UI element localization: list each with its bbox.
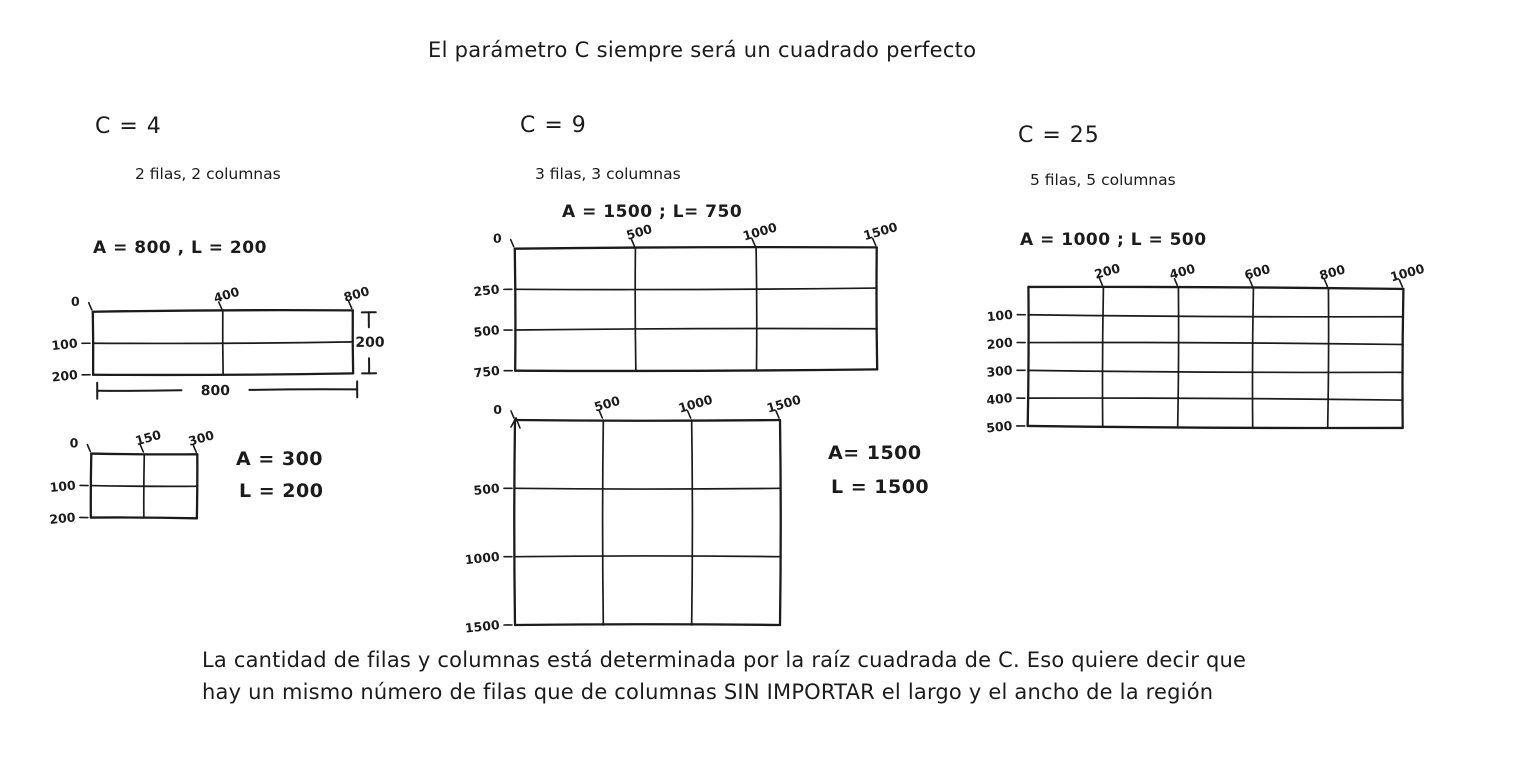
grid-line [1399,280,1402,287]
grid-line [688,411,691,418]
grid-line [515,624,780,625]
grid-line [93,342,353,344]
dimension-width-label: 800 [200,383,231,400]
y-tick-label: 250 [472,281,501,300]
x-tick-label: 0 [493,402,502,417]
section-c9-params: A = 1500 ; L= 750 [562,202,743,222]
grid-line [873,238,876,245]
grid-line [1028,315,1403,318]
y-tick-label: 400 [985,390,1014,408]
x-tick-label: 500 [624,221,654,243]
grid-line [776,411,779,418]
grid-line [515,369,877,371]
grid-line [515,328,877,330]
grid-line [1324,280,1327,287]
grid-line [223,311,224,374]
grid-line [97,390,181,391]
grid-line [635,248,636,370]
y-tick-label: 100 [986,306,1014,325]
y-tick-label: 500 [472,322,501,340]
grid-line [353,310,354,373]
grid-line [1328,289,1329,428]
grid-line [1099,278,1102,285]
x-tick-label: 400 [211,283,242,306]
section-c25-heading: C = 25 [1018,123,1100,148]
y-tick-label: 100 [48,477,77,495]
grid-line [1028,342,1403,345]
section-c9-heading: C = 9 [520,113,587,138]
x-tick-label: 300 [186,427,216,449]
grid-line [1028,397,1403,400]
section-c9-subheading: 3 filas, 3 columnas [535,165,681,183]
section-c25-subheading: 5 filas, 5 columnas [1030,171,1176,189]
grid-line [349,301,352,308]
x-tick-label: 0 [492,230,502,246]
grid-line [91,486,197,487]
y-tick-label: 500 [985,417,1013,436]
x-tick-label: 500 [592,392,622,415]
grid-line [87,445,90,452]
grid-line [515,488,780,489]
page-title: El parámetro C siempre será un cuadrado perfecto [428,38,977,62]
grid-line [631,239,634,246]
grid-line [93,312,94,375]
y-tick-label: 1500 [464,617,501,636]
grid-line [603,420,604,625]
grid-line [692,420,693,625]
y-tick-label: 100 [50,335,79,354]
annotation-area-1500: A= 1500 [828,442,922,464]
grid-line [515,247,877,249]
grid-line [514,420,515,625]
y-tick-label: 500 [472,480,501,499]
annotation-length-1500: L = 1500 [831,476,930,498]
grid-line [89,303,92,310]
footer-line-1: La cantidad de filas y columnas está determinada por la raíz cuadrada de C. Eso quiere decir que [202,648,1247,672]
dimension-height-label: 200 [355,334,385,351]
x-tick-label: 800 [1317,261,1347,283]
y-tick-label: 200 [985,334,1014,353]
footer-line-2: hay un mismo número de filas que de columnas SIN IMPORTAR el largo y el ancho de la región [202,680,1214,704]
grid-c4-wide [35,271,433,432]
grid-line [1028,426,1403,429]
y-tick-label: 200 [50,366,79,385]
section-c25-params: A = 1000 ; L = 500 [1020,230,1207,250]
grid-line [144,454,145,518]
grid-c25 [970,248,1483,485]
grid-line [515,249,516,371]
annotation-area-300: A = 300 [236,448,324,470]
grid-line [1178,288,1179,427]
x-tick-label: 1500 [861,219,900,244]
grid-c9-wide [457,208,957,428]
grid-line [1174,279,1177,286]
grid-line [511,418,516,427]
grid-line [599,411,602,418]
grid-line [876,247,877,369]
grid-line [219,302,222,309]
grid-line [1402,289,1403,428]
section-c4-params: A = 800 , L = 200 [93,238,267,258]
x-tick-label: 600 [1242,261,1272,283]
y-tick-label: 750 [472,362,501,381]
grid-line [193,445,196,452]
grid-line [515,556,780,557]
x-tick-label: 800 [341,283,372,305]
grid-line [197,454,198,518]
grid-line [249,389,357,390]
x-tick-label: 1500 [764,391,803,416]
grid-line [1028,287,1029,426]
grid-line [780,420,781,625]
grid-line [1028,370,1403,373]
grid-line [515,288,877,290]
grid-c9-square [457,380,860,683]
section-c4-subheading: 2 filas, 2 columnas [135,165,281,183]
x-tick-label: 1000 [740,219,779,244]
grid-line [93,373,353,375]
grid-line [91,454,197,455]
grid-line [93,310,353,312]
grid-line [1102,287,1103,426]
footer-note [202,644,1246,708]
grid-line [91,454,92,518]
x-tick-label: 1000 [676,391,715,416]
grid-line [752,239,755,246]
grid-line [1249,279,1252,286]
grid-line [91,517,197,518]
grid-line [511,240,514,247]
grid-line [516,418,520,428]
grid-line [515,420,780,421]
annotation-length-200: L = 200 [239,480,324,502]
grid-line [756,248,757,370]
x-tick-label: 400 [1167,260,1197,283]
x-tick-label: 150 [133,426,163,449]
grid-line [511,411,514,418]
grid-line [1252,288,1253,427]
x-tick-label: 0 [69,435,79,451]
section-c4-heading: C = 4 [95,114,162,139]
x-tick-label: 0 [70,293,80,309]
y-tick-label: 1000 [464,548,501,568]
grid-line [140,445,143,452]
grid-line [1028,286,1403,289]
y-tick-label: 200 [48,509,77,527]
x-tick-label: 1000 [1388,260,1427,285]
y-tick-label: 300 [985,362,1014,380]
x-tick-label: 200 [1092,260,1122,282]
